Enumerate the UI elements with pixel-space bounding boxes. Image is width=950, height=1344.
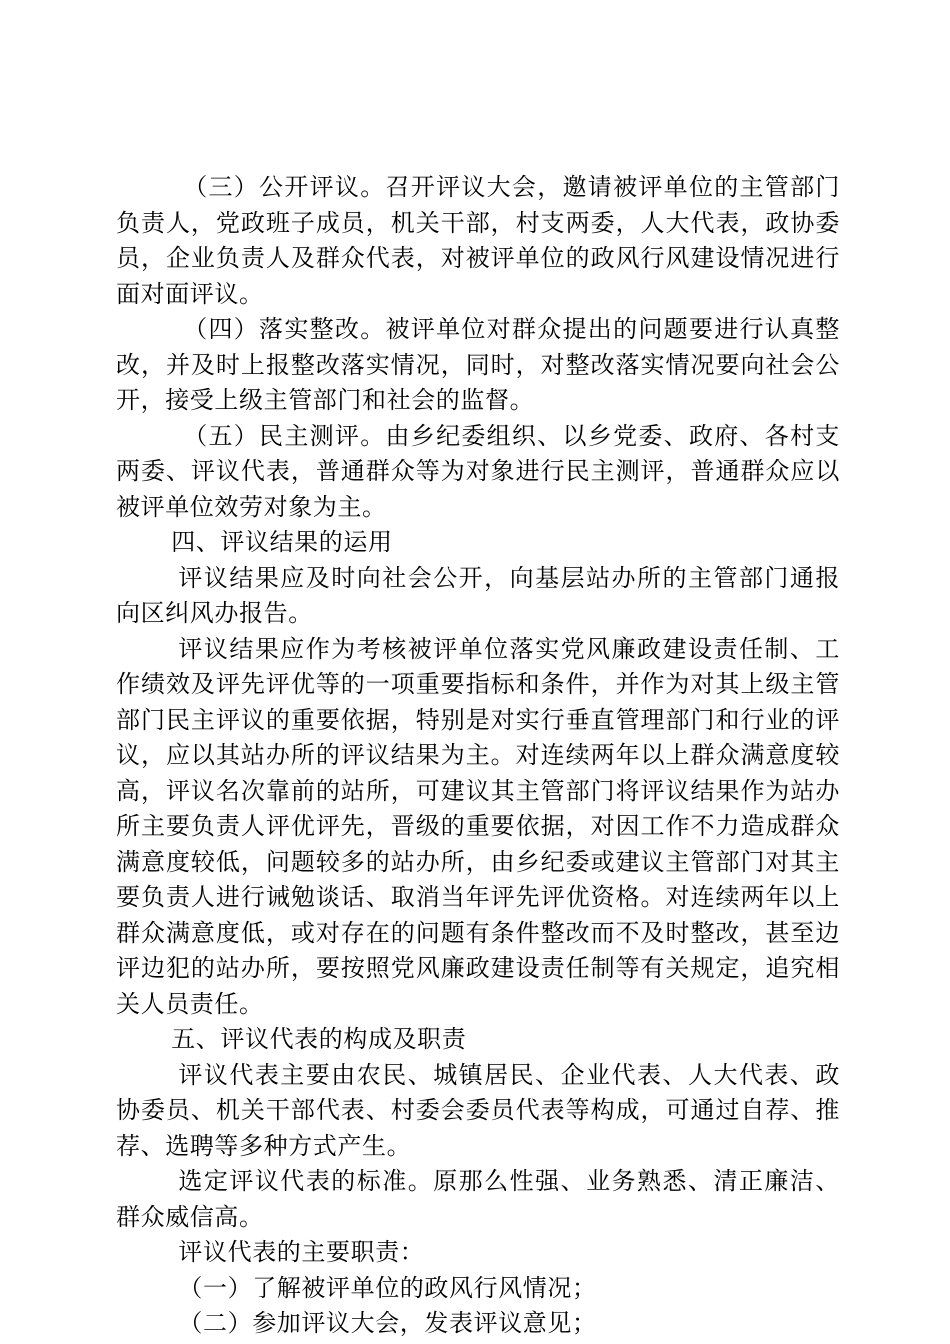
paragraph-democratic-evaluation: （五）民主测评。由乡纪委组织、以乡党委、政府、各村支两委、评议代表，普通群众等为对象进行民主测评，普通群众应以被评单位效劳对象为主。: [116, 421, 840, 521]
paragraph-duties-intro: 评议代表的主要职责：: [178, 1238, 425, 1266]
paragraph-representative-criteria: 选定评议代表的标准。原那么性强、业务熟悉、清正廉洁、群众威信高。: [116, 1167, 840, 1231]
list-item-duty-1: （一）了解被评单位的政风行风情况；: [178, 1273, 597, 1302]
section-heading-results: 四、评议结果的运用: [171, 528, 393, 556]
paragraph-results-usage: 评议结果应作为考核被评单位落实党风廉政建设责任制、工作绩效及评先评优等的一项重要指标和条件，并作为对其上级主管部门民主评议的重要依据，特别是对实行垂直管理部门和行业的评议，应以其站办所的评议结果为主。对连续两年以上群众满意度较高，评议名次靠前的站所，可建议其主管部门将评议结果作为站办所主要负责人评优评先，晋级的重要依据，对因工作不力造成群众满意度较低，问题较多的站办所，由乡纪委或建议主管部门对其主要负责人进行诫勉谈话、取消当年评先评优资格。对连续两年以上群众满意度低，或对存在的问题有条件整改而不及时整改，甚至边评边犯的站办所，要按照党风廉政建设责任制等有关规定，追究相关人员责任。: [116, 634, 840, 1018]
paragraph-representative-composition: 评议代表主要由农民、城镇居民、企业代表、人大代表、政协委员、机关干部代表、村委会委员代表等构成，可通过自荐、推荐、选聘等多种方式产生。: [116, 1060, 840, 1160]
section-heading-representatives: 五、评议代表的构成及职责: [171, 1025, 467, 1053]
document-page: [116, 170, 840, 1342]
paragraph-results-publication: 评议结果应及时向社会公开，向基层站办所的主管部门通报向区纠风办报告。: [116, 563, 840, 627]
list-item-duty-2: （二）参加评议大会，发表评议意见；: [178, 1309, 597, 1337]
paragraph-public-review: （三）公开评议。召开评议大会，邀请被评单位的主管部门负责人，党政班子成员，机关干部，村支两委，人大代表，政协委员，企业负责人及群众代表，对被评单位的政风行风建设情况进行面对面评议。: [116, 173, 840, 308]
paragraph-rectification: （四）落实整改。被评单位对群众提出的问题要进行认真整改，并及时上报整改落实情况，同时，对整改落实情况要向社会公开，接受上级主管部门和社会的监督。: [116, 315, 840, 414]
